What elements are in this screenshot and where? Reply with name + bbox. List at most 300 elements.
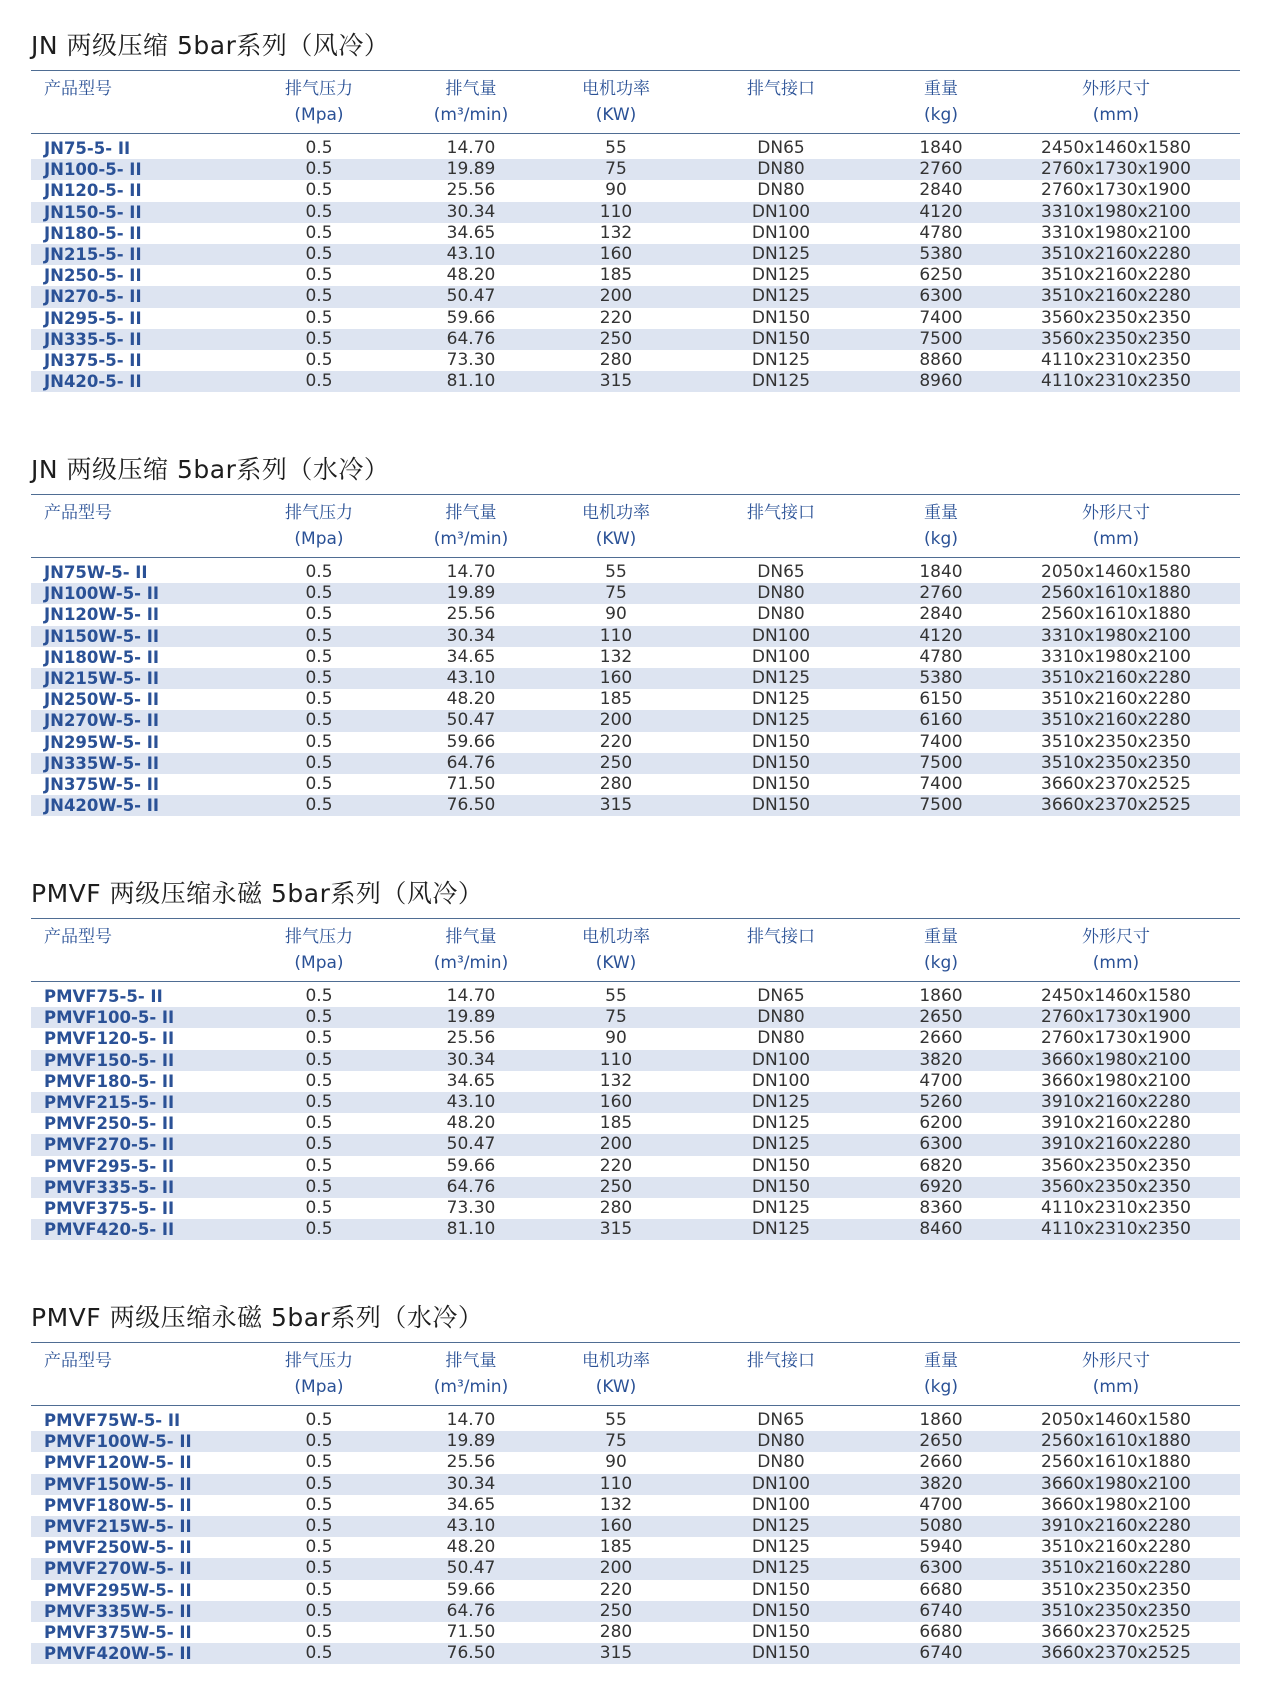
power-cell: 200 xyxy=(599,1134,633,1155)
size-cell: 3510x2160x2280 xyxy=(1041,243,1191,264)
outlet-cell: DN100 xyxy=(751,201,811,222)
table-row xyxy=(31,350,1240,371)
power-cell: 110 xyxy=(599,201,633,222)
table-row xyxy=(31,371,1240,392)
model-cell: JN75W-5- II xyxy=(44,563,148,582)
table-row xyxy=(31,180,1240,201)
pressure-cell: 0.5 xyxy=(305,604,333,625)
weight-cell: 6160 xyxy=(919,710,963,731)
header-label: (kg) xyxy=(924,953,958,973)
power-cell: 220 xyxy=(599,1155,633,1176)
model-cell: PMVF150-5- II xyxy=(44,1050,175,1070)
model-cell: PMVF150W-5- II xyxy=(44,1474,192,1494)
pressure-cell: 0.5 xyxy=(305,1007,333,1028)
header-weight xyxy=(881,1348,1001,1400)
header-label: 外形尺寸 xyxy=(1082,79,1150,99)
header-label: 重量 xyxy=(924,79,958,99)
size-cell: 3510x2160x2280 xyxy=(1041,667,1191,688)
header-top-rule xyxy=(31,918,1240,919)
outlet-cell: DN80 xyxy=(757,1028,805,1049)
header-outlet xyxy=(716,500,846,552)
model-cell: PMVF420W-5- II xyxy=(44,1644,192,1664)
header-label: (m³/min) xyxy=(433,1377,509,1397)
power-cell: 75 xyxy=(605,1007,627,1028)
header-label: 排气接口 xyxy=(747,927,815,947)
size-cell: 3310x1980x2100 xyxy=(1041,201,1191,222)
power-cell: 90 xyxy=(605,180,627,201)
power-cell: 315 xyxy=(599,371,633,392)
size-cell: 3560x2350x2350 xyxy=(1041,1155,1191,1176)
table-row xyxy=(31,562,1240,583)
header-weight xyxy=(881,500,1001,552)
flow-cell: 59.66 xyxy=(446,1579,496,1600)
pressure-cell: 0.5 xyxy=(305,265,333,286)
outlet-cell: DN150 xyxy=(751,731,811,752)
weight-cell: 5380 xyxy=(919,667,963,688)
power-cell: 280 xyxy=(599,1621,633,1642)
pressure-cell: 0.5 xyxy=(305,1070,333,1091)
model-cell: JN335-5- II xyxy=(44,329,142,349)
power-cell: 110 xyxy=(599,625,633,646)
table-row xyxy=(31,1643,1240,1664)
outlet-cell: DN125 xyxy=(751,689,811,710)
pressure-cell: 0.5 xyxy=(305,1473,333,1494)
table-row xyxy=(31,668,1240,689)
size-cell: 2560x1610x1880 xyxy=(1041,583,1191,604)
outlet-cell: DN150 xyxy=(751,1176,811,1197)
header-label: 外形尺寸 xyxy=(1082,927,1150,947)
flow-cell: 59.66 xyxy=(446,1155,496,1176)
header-label: 电机功率 xyxy=(582,1351,650,1371)
outlet-cell: DN100 xyxy=(751,646,811,667)
table-row xyxy=(31,732,1240,753)
flow-cell: 48.20 xyxy=(446,265,496,286)
outlet-cell: DN125 xyxy=(751,371,811,392)
header-power xyxy=(556,500,676,552)
pressure-cell: 0.5 xyxy=(305,1049,333,1070)
size-cell: 3560x2350x2350 xyxy=(1041,1176,1191,1197)
pressure-cell: 0.5 xyxy=(305,1600,333,1621)
power-cell: 110 xyxy=(599,1473,633,1494)
header-label: 排气压力 xyxy=(285,79,353,99)
section-title: JN 两级压缩 5bar系列（风冷） xyxy=(31,31,390,60)
spec-section-jn-air xyxy=(31,28,1240,400)
size-cell: 4110x2310x2350 xyxy=(1041,371,1191,392)
table-row xyxy=(31,1092,1240,1113)
power-cell: 75 xyxy=(605,583,627,604)
size-cell: 2560x1610x1880 xyxy=(1041,604,1191,625)
power-cell: 315 xyxy=(599,1643,633,1664)
weight-cell: 8860 xyxy=(919,349,963,370)
model-cell: JN215W-5- II xyxy=(44,668,160,688)
model-cell: JN250-5- II xyxy=(44,266,142,286)
header-power xyxy=(556,1348,676,1400)
power-cell: 250 xyxy=(599,1176,633,1197)
flow-cell: 71.50 xyxy=(446,1621,496,1642)
model-cell: PMVF420-5- II xyxy=(44,1220,175,1240)
power-cell: 220 xyxy=(599,731,633,752)
header-weight xyxy=(881,76,1001,128)
power-cell: 132 xyxy=(599,1494,633,1515)
model-cell: JN120W-5- II xyxy=(44,605,160,625)
table-row xyxy=(31,1134,1240,1155)
flow-cell: 34.65 xyxy=(446,646,496,667)
header-label: 产品型号 xyxy=(44,927,112,947)
power-cell: 90 xyxy=(605,1028,627,1049)
table-row xyxy=(31,202,1240,223)
table-row xyxy=(31,583,1240,604)
weight-cell: 7500 xyxy=(919,795,963,816)
table-row xyxy=(31,1537,1240,1558)
table-body xyxy=(31,138,1240,392)
pressure-cell: 0.5 xyxy=(305,1176,333,1197)
weight-cell: 3820 xyxy=(919,1473,963,1494)
header-label: (KW) xyxy=(595,953,637,973)
weight-cell: 8360 xyxy=(919,1197,963,1218)
table-row xyxy=(31,1156,1240,1177)
header-label: (Mpa) xyxy=(294,105,344,125)
table-row xyxy=(31,1580,1240,1601)
outlet-cell: DN65 xyxy=(757,986,805,1006)
header-label: (kg) xyxy=(924,1377,958,1397)
weight-cell: 3820 xyxy=(919,1049,963,1070)
section-title: JN 两级压缩 5bar系列（水冷） xyxy=(31,455,390,484)
outlet-cell: DN125 xyxy=(751,286,811,307)
table-row xyxy=(31,1050,1240,1071)
size-cell: 3910x2160x2280 xyxy=(1041,1134,1191,1155)
outlet-cell: DN80 xyxy=(757,180,805,201)
size-cell: 3660x2370x2525 xyxy=(1041,773,1191,794)
weight-cell: 8460 xyxy=(919,1219,963,1240)
pressure-cell: 0.5 xyxy=(305,222,333,243)
power-cell: 55 xyxy=(605,562,627,582)
pressure-cell: 0.5 xyxy=(305,752,333,773)
header-label: 电机功率 xyxy=(582,79,650,99)
flow-cell: 48.20 xyxy=(446,689,496,710)
spec-section-pmvf-water xyxy=(31,1300,1240,1672)
power-cell: 185 xyxy=(599,689,633,710)
header-flow xyxy=(386,924,556,976)
outlet-cell: DN100 xyxy=(751,1049,811,1070)
table-row xyxy=(31,795,1240,816)
table-row xyxy=(31,308,1240,329)
outlet-cell: DN150 xyxy=(751,1579,811,1600)
header-label: (Mpa) xyxy=(294,529,344,549)
power-cell: 55 xyxy=(605,138,627,158)
flow-cell: 50.47 xyxy=(446,286,496,307)
header-label: 排气压力 xyxy=(285,927,353,947)
weight-cell: 6300 xyxy=(919,1134,963,1155)
table-row xyxy=(31,1601,1240,1622)
flow-cell: 59.66 xyxy=(446,731,496,752)
header-label: 电机功率 xyxy=(582,503,650,523)
outlet-cell: DN80 xyxy=(757,159,805,180)
power-cell: 280 xyxy=(599,349,633,370)
size-cell: 3910x2160x2280 xyxy=(1041,1113,1191,1134)
outlet-cell: DN80 xyxy=(757,604,805,625)
table-row xyxy=(31,329,1240,350)
table-row xyxy=(31,286,1240,307)
weight-cell: 5940 xyxy=(919,1537,963,1558)
weight-cell: 2650 xyxy=(919,1007,963,1028)
pressure-cell: 0.5 xyxy=(305,201,333,222)
header-label: (kg) xyxy=(924,529,958,549)
table-row xyxy=(31,1177,1240,1198)
pressure-cell: 0.5 xyxy=(305,307,333,328)
header-flow xyxy=(386,500,556,552)
size-cell: 3510x2350x2350 xyxy=(1041,1579,1191,1600)
table-row xyxy=(31,986,1240,1007)
power-cell: 110 xyxy=(599,1049,633,1070)
weight-cell: 7400 xyxy=(919,731,963,752)
pressure-cell: 0.5 xyxy=(305,1515,333,1536)
header-model xyxy=(44,1348,274,1400)
outlet-cell: DN150 xyxy=(751,795,811,816)
model-cell: JN75-5- II xyxy=(44,139,131,158)
pressure-cell: 0.5 xyxy=(305,562,333,582)
weight-cell: 2840 xyxy=(919,180,963,201)
table-row xyxy=(31,1410,1240,1431)
model-cell: PMVF270W-5- II xyxy=(44,1559,192,1579)
pressure-cell: 0.5 xyxy=(305,1452,333,1473)
pressure-cell: 0.5 xyxy=(305,1494,333,1515)
power-cell: 132 xyxy=(599,1070,633,1091)
flow-cell: 34.65 xyxy=(446,222,496,243)
size-cell: 2760x1730x1900 xyxy=(1041,1007,1191,1028)
flow-cell: 76.50 xyxy=(446,795,496,816)
flow-cell: 25.56 xyxy=(446,180,496,201)
table-row xyxy=(31,604,1240,625)
size-cell: 2050x1460x1580 xyxy=(1041,562,1191,582)
spec-section-pmvf-air xyxy=(31,876,1240,1248)
outlet-cell: DN80 xyxy=(757,1007,805,1028)
table-row xyxy=(31,753,1240,774)
header-top-rule xyxy=(31,1342,1240,1343)
power-cell: 132 xyxy=(599,646,633,667)
flow-cell: 71.50 xyxy=(446,773,496,794)
model-cell: PMVF100-5- II xyxy=(44,1008,175,1028)
pressure-cell: 0.5 xyxy=(305,159,333,180)
outlet-cell: DN125 xyxy=(751,1558,811,1579)
pressure-cell: 0.5 xyxy=(305,583,333,604)
power-cell: 160 xyxy=(599,1091,633,1112)
model-cell: PMVF215-5- II xyxy=(44,1092,175,1112)
header-label: (kg) xyxy=(924,105,958,125)
weight-cell: 6150 xyxy=(919,689,963,710)
model-cell: JN150-5- II xyxy=(44,202,142,222)
model-cell: PMVF75-5- II xyxy=(44,987,163,1006)
flow-cell: 14.70 xyxy=(446,138,496,158)
pressure-cell: 0.5 xyxy=(305,349,333,370)
header-label: 外形尺寸 xyxy=(1082,1351,1150,1371)
weight-cell: 6680 xyxy=(919,1579,963,1600)
header-size xyxy=(1031,500,1201,552)
outlet-cell: DN125 xyxy=(751,1197,811,1218)
outlet-cell: DN100 xyxy=(751,1070,811,1091)
flow-cell: 59.66 xyxy=(446,307,496,328)
pressure-cell: 0.5 xyxy=(305,1219,333,1240)
model-cell: PMVF335-5- II xyxy=(44,1177,175,1197)
size-cell: 2760x1730x1900 xyxy=(1041,180,1191,201)
flow-cell: 14.70 xyxy=(446,986,496,1006)
pressure-cell: 0.5 xyxy=(305,1579,333,1600)
outlet-cell: DN150 xyxy=(751,752,811,773)
flow-cell: 19.89 xyxy=(446,583,496,604)
weight-cell: 5380 xyxy=(919,243,963,264)
table-row xyxy=(31,1516,1240,1537)
pressure-cell: 0.5 xyxy=(305,773,333,794)
table-row xyxy=(31,1431,1240,1452)
flow-cell: 43.10 xyxy=(446,1515,496,1536)
flow-cell: 43.10 xyxy=(446,243,496,264)
outlet-cell: DN100 xyxy=(751,1473,811,1494)
size-cell: 2450x1460x1580 xyxy=(1041,986,1191,1006)
header-size xyxy=(1031,924,1201,976)
size-cell: 3660x1980x2100 xyxy=(1041,1494,1191,1515)
header-bottom-rule xyxy=(31,981,1240,982)
weight-cell: 4120 xyxy=(919,201,963,222)
pressure-cell: 0.5 xyxy=(305,138,333,158)
pressure-cell: 0.5 xyxy=(305,328,333,349)
weight-cell: 6200 xyxy=(919,1113,963,1134)
pressure-cell: 0.5 xyxy=(305,286,333,307)
header-top-rule xyxy=(31,494,1240,495)
flow-cell: 48.20 xyxy=(446,1113,496,1134)
pressure-cell: 0.5 xyxy=(305,667,333,688)
model-cell: PMVF270-5- II xyxy=(44,1135,175,1155)
header-label: (m³/min) xyxy=(433,105,509,125)
power-cell: 55 xyxy=(605,986,627,1006)
model-cell: PMVF120W-5- II xyxy=(44,1453,192,1473)
pressure-cell: 0.5 xyxy=(305,371,333,392)
power-cell: 75 xyxy=(605,159,627,180)
header-model xyxy=(44,500,274,552)
size-cell: 2560x1610x1880 xyxy=(1041,1431,1191,1452)
header-bottom-rule xyxy=(31,557,1240,558)
model-cell: JN270-5- II xyxy=(44,287,142,307)
flow-cell: 64.76 xyxy=(446,328,496,349)
flow-cell: 34.65 xyxy=(446,1070,496,1091)
pressure-cell: 0.5 xyxy=(305,1155,333,1176)
outlet-cell: DN100 xyxy=(751,625,811,646)
flow-cell: 19.89 xyxy=(446,159,496,180)
model-cell: JN150W-5- II xyxy=(44,626,160,646)
header-label: 排气接口 xyxy=(747,503,815,523)
pressure-cell: 0.5 xyxy=(305,1028,333,1049)
weight-cell: 4780 xyxy=(919,646,963,667)
flow-cell: 30.34 xyxy=(446,201,496,222)
table-row xyxy=(31,1198,1240,1219)
power-cell: 75 xyxy=(605,1431,627,1452)
outlet-cell: DN150 xyxy=(751,1600,811,1621)
size-cell: 3310x1980x2100 xyxy=(1041,625,1191,646)
size-cell: 2050x1460x1580 xyxy=(1041,1410,1191,1430)
power-cell: 200 xyxy=(599,1558,633,1579)
pressure-cell: 0.5 xyxy=(305,1621,333,1642)
model-cell: JN180W-5- II xyxy=(44,647,160,667)
weight-cell: 4700 xyxy=(919,1070,963,1091)
weight-cell: 6740 xyxy=(919,1600,963,1621)
model-cell: JN120-5- II xyxy=(44,181,142,201)
header-label: 重量 xyxy=(924,503,958,523)
outlet-cell: DN100 xyxy=(751,1494,811,1515)
weight-cell: 1840 xyxy=(919,138,963,158)
model-cell: JN100-5- II xyxy=(44,160,142,180)
model-cell: PMVF215W-5- II xyxy=(44,1516,192,1536)
model-cell: PMVF335W-5- II xyxy=(44,1601,192,1621)
flow-cell: 81.10 xyxy=(446,371,496,392)
header-pressure xyxy=(249,76,389,128)
header-label: 外形尺寸 xyxy=(1082,503,1150,523)
flow-cell: 76.50 xyxy=(446,1643,496,1664)
model-cell: JN375-5- II xyxy=(44,350,142,370)
power-cell: 90 xyxy=(605,1452,627,1473)
header-pressure xyxy=(249,924,389,976)
header-power xyxy=(556,76,676,128)
model-cell: JN295-5- II xyxy=(44,308,142,328)
size-cell: 4110x2310x2350 xyxy=(1041,1219,1191,1240)
model-cell: PMVF180-5- II xyxy=(44,1071,175,1091)
flow-cell: 25.56 xyxy=(446,1452,496,1473)
pressure-cell: 0.5 xyxy=(305,1091,333,1112)
outlet-cell: DN80 xyxy=(757,1452,805,1473)
flow-cell: 50.47 xyxy=(446,1558,496,1579)
outlet-cell: DN150 xyxy=(751,1643,811,1664)
header-label: (m³/min) xyxy=(433,529,509,549)
header-label: (KW) xyxy=(595,529,637,549)
header-outlet xyxy=(716,1348,846,1400)
model-cell: PMVF120-5- II xyxy=(44,1029,175,1049)
outlet-cell: DN125 xyxy=(751,265,811,286)
weight-cell: 7400 xyxy=(919,773,963,794)
header-pressure xyxy=(249,1348,389,1400)
weight-cell: 7500 xyxy=(919,328,963,349)
power-cell: 220 xyxy=(599,307,633,328)
flow-cell: 43.10 xyxy=(446,1091,496,1112)
outlet-cell: DN125 xyxy=(751,349,811,370)
size-cell: 2560x1610x1880 xyxy=(1041,1452,1191,1473)
size-cell: 3560x2350x2350 xyxy=(1041,307,1191,328)
weight-cell: 1860 xyxy=(919,986,963,1006)
size-cell: 3310x1980x2100 xyxy=(1041,646,1191,667)
pressure-cell: 0.5 xyxy=(305,243,333,264)
weight-cell: 4700 xyxy=(919,1494,963,1515)
model-cell: PMVF100W-5- II xyxy=(44,1432,192,1452)
power-cell: 160 xyxy=(599,1515,633,1536)
spec-section-jn-water xyxy=(31,452,1240,824)
model-cell: JN180-5- II xyxy=(44,223,142,243)
table-row xyxy=(31,244,1240,265)
power-cell: 315 xyxy=(599,795,633,816)
header-weight xyxy=(881,924,1001,976)
power-cell: 55 xyxy=(605,1410,627,1430)
header-label: (KW) xyxy=(595,105,637,125)
size-cell: 3510x2160x2280 xyxy=(1041,710,1191,731)
outlet-cell: DN80 xyxy=(757,1431,805,1452)
power-cell: 132 xyxy=(599,222,633,243)
weight-cell: 6820 xyxy=(919,1155,963,1176)
weight-cell: 4780 xyxy=(919,222,963,243)
size-cell: 3510x2160x2280 xyxy=(1041,286,1191,307)
size-cell: 3510x2160x2280 xyxy=(1041,265,1191,286)
weight-cell: 2760 xyxy=(919,583,963,604)
flow-cell: 64.76 xyxy=(446,1600,496,1621)
outlet-cell: DN125 xyxy=(751,667,811,688)
flow-cell: 30.34 xyxy=(446,1473,496,1494)
outlet-cell: DN150 xyxy=(751,1155,811,1176)
header-size xyxy=(1031,1348,1201,1400)
model-cell: JN420-5- II xyxy=(44,372,142,392)
